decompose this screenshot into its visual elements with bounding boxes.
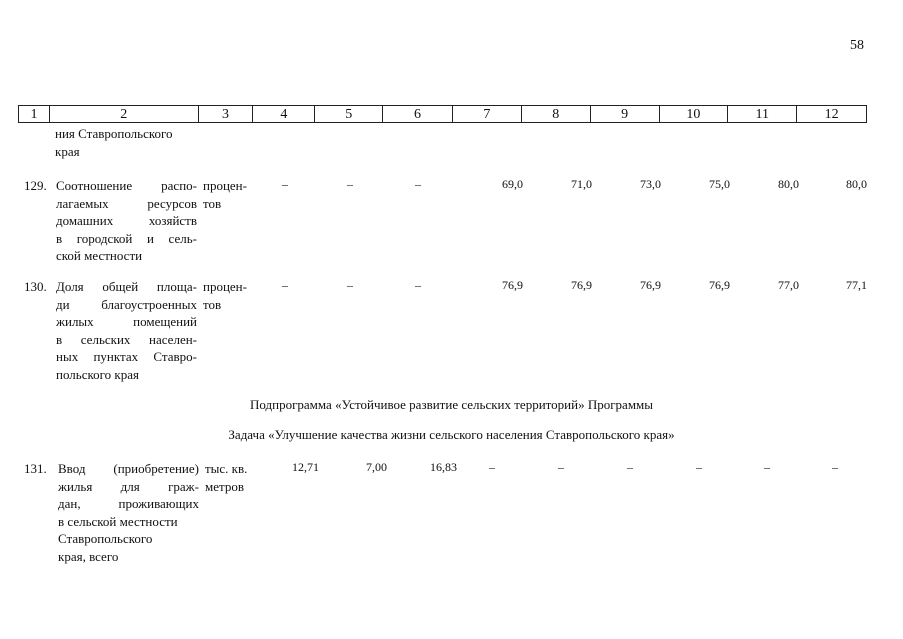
value-col6: 16,83 <box>430 460 457 474</box>
value-col9: 73,0 <box>640 177 661 191</box>
col-header-6: 6 <box>383 106 453 122</box>
col-header-1: 1 <box>19 106 50 122</box>
continuation-text: ния Ставропольского края <box>55 126 173 159</box>
value-col12: 77,1 <box>846 278 867 292</box>
value-col10: – <box>696 460 702 474</box>
value-col12: 80,0 <box>846 177 867 191</box>
value-col5: 7,00 <box>366 460 387 474</box>
col-header-11: 11 <box>728 106 797 122</box>
value-col10: 76,9 <box>709 278 730 292</box>
value-col7: – <box>489 460 495 474</box>
unit: процен- тов <box>203 279 247 312</box>
value-col8: 71,0 <box>571 177 592 191</box>
col-header-12: 12 <box>824 107 839 122</box>
subprogram-title: Подпрограмма «Устойчивое развитие сельских территорий» Программы <box>250 397 653 412</box>
unit: процен- тов <box>203 178 247 211</box>
unit: тыс. кв. метров <box>205 461 248 494</box>
value-col7: 76,9 <box>502 278 523 292</box>
col-header-5: 5 <box>315 106 383 122</box>
page-number: 58 <box>850 38 864 53</box>
task-title: Задача «Улучшение качества жизни сельского населения Ставропольского края» <box>228 427 675 442</box>
col-header-4: 4 <box>253 106 315 122</box>
value-col5: – <box>347 278 353 292</box>
row-number: 130. <box>24 279 47 294</box>
value-col9: 76,9 <box>640 278 661 292</box>
value-col11: 80,0 <box>778 177 799 191</box>
col-header-8: 8 <box>522 106 591 122</box>
value-col8: 76,9 <box>571 278 592 292</box>
value-col12: – <box>832 460 838 474</box>
value-col6: – <box>415 177 421 191</box>
value-col11: – <box>764 460 770 474</box>
table-header <box>18 105 867 123</box>
value-col5: – <box>347 177 353 191</box>
value-col4: – <box>282 278 288 292</box>
value-col10: 75,0 <box>709 177 730 191</box>
col-header-10: 10 <box>660 106 729 122</box>
value-col9: – <box>627 460 633 474</box>
value-col11: 77,0 <box>778 278 799 292</box>
value-col4: – <box>282 177 288 191</box>
indicator-name: Ввод (приобретение) жилья для граж- дан, проживающих в сельской местности Ставропольского края, всего <box>58 461 199 564</box>
col-header-2: 2 <box>50 106 199 122</box>
value-col8: – <box>558 460 564 474</box>
value-col6: – <box>415 278 421 292</box>
col-header-9: 9 <box>591 106 660 122</box>
row-number: 131. <box>24 461 47 476</box>
row-number: 129. <box>24 178 47 193</box>
value-col7: 69,0 <box>502 177 523 191</box>
indicator-name: Доля общей площа- ди благоустроенных жилых помещений в сельских населен- ных пунктах Ставро- польского края <box>56 279 197 382</box>
col-header-3: 3 <box>199 106 254 122</box>
value-col4: 12,71 <box>292 460 319 474</box>
indicator-name: Соотношение распо- лагаемых ресурсов домашних хозяйств в городской и сель- ской местности <box>56 178 197 263</box>
col-header-7: 7 <box>453 106 522 122</box>
